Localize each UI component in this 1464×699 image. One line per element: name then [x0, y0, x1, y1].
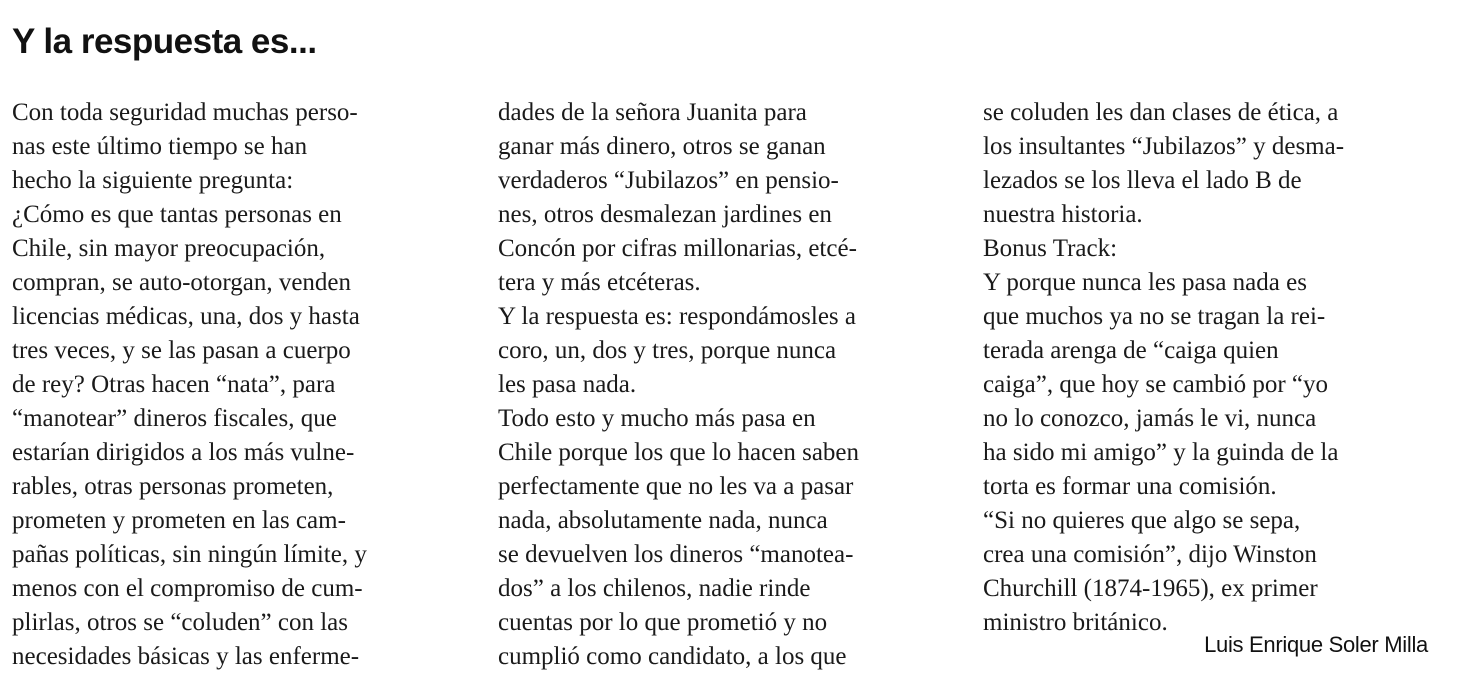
article-byline: Luis Enrique Soler Milla [1204, 632, 1428, 657]
text-line: Churchill (1874-1965), ex primer [983, 575, 1318, 602]
text-line: les pasa nada. [498, 371, 637, 398]
text-line: Concón por cifras millonarias, etcé- [498, 235, 857, 262]
article-column-1 [12, 96, 472, 674]
text-line: prometen y prometen en las cam- [12, 507, 346, 534]
article-column-3 [983, 96, 1453, 640]
text-line: cuentas por lo que prometió y no [498, 609, 828, 636]
text-line: rables, otras personas prometen, [12, 473, 334, 500]
text-line: “manotear” dineros fiscales, que [12, 405, 337, 432]
text-line: Todo esto y mucho más pasa en [498, 405, 816, 432]
text-line: nes, otros desmalezan jardines en [498, 201, 832, 228]
text-line: plirlas, otros se “coluden” con las [12, 609, 349, 636]
text-line: ministro británico. [983, 609, 1168, 636]
article-column-2 [498, 96, 958, 674]
text-line: Bonus Track: [983, 235, 1118, 262]
text-line: “Si no quieres que algo se sepa, [983, 507, 1301, 534]
text-line: Chile porque los que lo hacen saben [498, 439, 860, 466]
text-line: de rey? Otras hacen “nata”, para [12, 371, 336, 398]
text-line: ¿Cómo es que tantas personas en [12, 201, 342, 228]
text-line: coro, un, dos y tres, porque nunca [498, 337, 837, 364]
text-line: terada arenga de “caiga quien [983, 337, 1279, 364]
text-line: necesidades básicas y las enferme- [12, 643, 360, 670]
text-line: nada, absolutamente nada, nunca [498, 507, 828, 534]
text-line: nuestra historia. [983, 201, 1143, 228]
text-line: menos con el compromiso de cum- [12, 575, 363, 602]
text-line: dos” a los chilenos, nadie rinde [498, 575, 811, 602]
text-line: hecho la siguiente pregunta: [12, 167, 294, 194]
text-line: crea una comisión”, dijo Winston [983, 541, 1317, 568]
text-line: ha sido mi amigo” y la guinda de la [983, 439, 1339, 466]
text-line: verdaderos “Jubilazos” en pensio- [498, 167, 839, 194]
text-line: compran, se auto-otorgan, venden [12, 269, 352, 296]
text-line: perfectamente que no les va a pasar [498, 473, 854, 500]
text-line: estarían dirigidos a los más vulne- [12, 439, 355, 466]
text-line: licencias médicas, una, dos y hasta [12, 303, 360, 330]
text-line: Y la respuesta es: respondámosles a [498, 303, 856, 330]
text-line: que muchos ya no se tragan la rei- [983, 303, 1326, 330]
text-line: ganar más dinero, otros se ganan [498, 133, 826, 160]
text-line: pañas políticas, sin ningún límite, y [12, 541, 367, 568]
text-line: Chile, sin mayor preocupación, [12, 235, 326, 262]
text-line: los insultantes “Jubilazos” y desma- [983, 133, 1345, 160]
text-line: torta es formar una comisión. [983, 473, 1277, 500]
text-line: Y porque nunca les pasa nada es [983, 269, 1307, 296]
text-line: caiga”, que hoy se cambió por “yo [983, 371, 1329, 398]
text-line: tera y más etcéteras. [498, 269, 701, 296]
text-line: se devuelven los dineros “manotea- [498, 541, 854, 568]
text-line: dades de la señora Juanita para [498, 99, 807, 126]
text-line: nas este último tiempo se han [12, 133, 308, 160]
text-line: Con toda seguridad muchas perso- [12, 99, 358, 126]
article-headline: Y la respuesta es... [12, 22, 317, 61]
text-line: no lo conozco, jamás le vi, nunca [983, 405, 1317, 432]
text-line: tres veces, y se las pasan a cuerpo [12, 337, 351, 364]
text-line: se coluden les dan clases de ética, a [983, 99, 1339, 126]
text-line: lezados se los lleva el lado B de [983, 167, 1302, 194]
text-line: cumplió como candidato, a los que [498, 643, 847, 670]
